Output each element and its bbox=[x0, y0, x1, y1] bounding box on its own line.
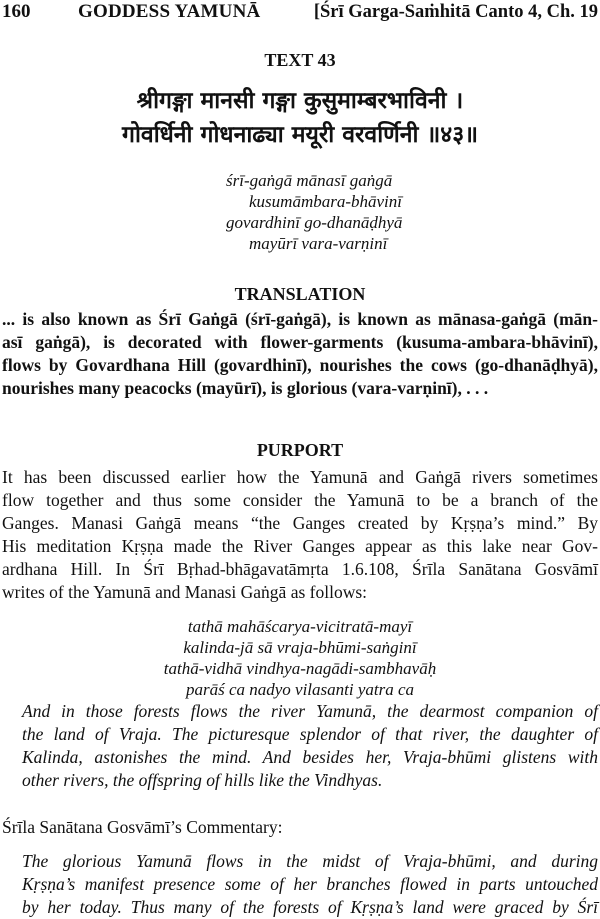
purport-line: It has been discussed earlier how the Yamunā and Gaṅgā rivers sometimes bbox=[2, 467, 598, 487]
sanskrit-verse bbox=[0, 84, 600, 152]
text-heading: TEXT 43 bbox=[264, 50, 336, 70]
translation-line: flows by Govardhana Hill (govardhinī), nourishes the cows (go-dhanāḍhyā), bbox=[2, 355, 598, 375]
commentary-line: by her today. Thus many of the forests of Kṛṣṇa’s land were graced by Śrī bbox=[22, 897, 598, 917]
commentary-label-text: Śrīla Sanātana Gosvāmī’s Commentary: bbox=[2, 817, 283, 837]
verse-translation-line: the land of Vraja. The picturesque splendor of that river, the daughter of bbox=[22, 724, 598, 744]
purport-text bbox=[2, 466, 598, 604]
transliteration-line: govardhinī go-dhanāḍhyā bbox=[226, 213, 403, 232]
verse-translation-line: And in those forests flows the river Yamunā, the dearmost companion of bbox=[22, 701, 598, 721]
verse-translation bbox=[22, 700, 598, 792]
translation-line: asī gaṅgā), is decorated with flower-garments (kusuma-ambara-bhāvinī), bbox=[2, 332, 598, 352]
commentary-text bbox=[22, 850, 598, 919]
verse-translation-line: other rivers, the offspring of hills like the Vindhyas. bbox=[22, 770, 383, 790]
purport-line: writes of the Yamunā and Manasi Gaṅgā as follows: bbox=[2, 582, 368, 602]
verse-line: tathā mahāścarya-vicitratā-mayī bbox=[187, 617, 413, 636]
verse-line: tathā-vidhā vindhya-nagādi-sambhavāḥ bbox=[163, 659, 437, 678]
commentary-label bbox=[2, 816, 598, 839]
commentary-line: The glorious Yamunā flows in the midst of Vraja-bhūmi, and during bbox=[22, 851, 598, 871]
verse-line: parāś ca nadyo vilasanti yatra ca bbox=[185, 680, 415, 699]
translation-line: ... is also known as Śrī Gaṅgā (śrī-gaṅgā), is known as mānasa-gaṅgā (mān- bbox=[2, 309, 598, 329]
translation-heading: TRANSLATION bbox=[234, 284, 366, 304]
chapter-reference: [Śrī Garga-Saṁhitā Canto 4, Ch. 19 bbox=[313, 2, 598, 22]
transliteration-line: śrī-gaṅgā mānasī gaṅgā bbox=[226, 171, 393, 190]
commentary-line: Kṛṣṇa’s manifest presence some of her branches flowed in parts untouched bbox=[22, 874, 598, 894]
translation-text bbox=[2, 308, 598, 400]
verse-translation-line: Kalinda, astonishes the mind. And besides her, Vraja-bhūmi glistens with bbox=[22, 747, 598, 767]
purport-line: ardhana Hill. In Śrī Bṛhad-bhāgavatāmṛta 1.6.108, Śrīla Sanātana Gosvāmī bbox=[2, 559, 598, 579]
purport-line: Ganges. Manasi Gaṅgā means “the Ganges created by Kṛṣṇa’s mind.” By bbox=[2, 513, 598, 533]
book-title: GODDESS YAMUNĀ bbox=[78, 1, 261, 22]
page-number: 160 bbox=[2, 1, 31, 22]
quoted-verse bbox=[0, 616, 600, 700]
purport-line: flow together and thus some consider the Yamunā to be a branch of the bbox=[2, 490, 598, 510]
purport-heading: PURPORT bbox=[256, 440, 344, 460]
sanskrit-line: गोवर्धिनी गोधनाढ्या मयूरी वरवर्णिनी ॥४३॥ bbox=[122, 122, 478, 148]
sanskrit-line: श्रीगङ्गा मानसी गङ्गा कुसुमाम्बरभाविनी । bbox=[136, 88, 464, 114]
transliteration-line: kusumāmbara-bhāvinī bbox=[249, 192, 402, 211]
translation-line: nourishes many peacocks (mayūrī), is glorious (vara-varṇinī), . . . bbox=[2, 378, 489, 398]
verse-line: kalinda-jā sā vraja-bhūmi-saṅginī bbox=[183, 638, 417, 657]
purport-line: His meditation Kṛṣṇa made the River Ganges appear as this lake near Gov- bbox=[2, 536, 598, 556]
running-header bbox=[2, 0, 598, 26]
transliteration bbox=[0, 170, 600, 254]
transliteration-line: mayūrī vara-varṇinī bbox=[249, 234, 388, 253]
